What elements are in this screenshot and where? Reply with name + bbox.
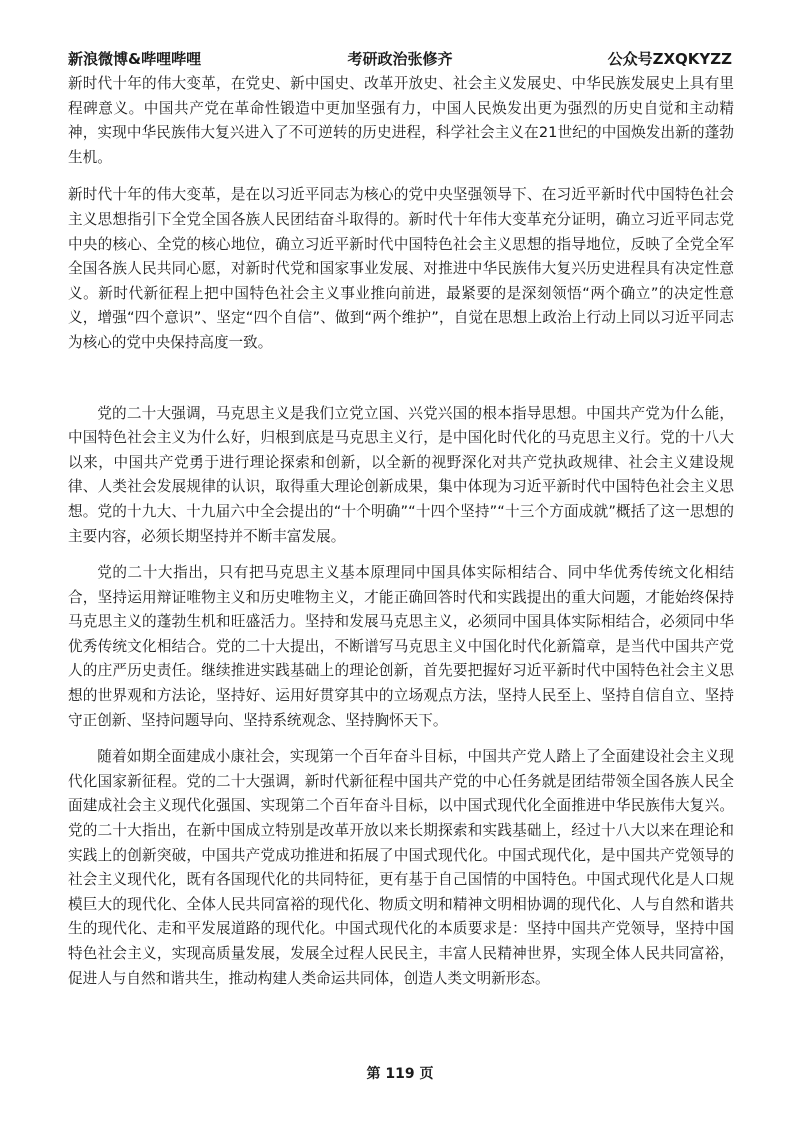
page-header (68, 47, 732, 71)
header-weibo-bilibili: 新浪微博&哔哩哔哩 (68, 50, 202, 68)
page-body (68, 72, 734, 991)
page-number: 第 119 页 (366, 1066, 434, 1082)
paragraph: 新时代十年的伟大变革，在党史、新中国史、改革开放史、社会主义发展史、中华民族发展史上具有里程碑意义。中国共产党在革命性锻造中更加坚强有力，中国人民焕发出更为强烈的历史自觉和主动精神，实现中华民族伟大复兴进入了不可逆转的历史进程，科学社会主义在21世纪的中国焕发出新的蓬勃生机。 (68, 75, 734, 166)
paragraph: 随着如期全面建成小康社会，实现第一个百年奋斗目标，中国共产党人踏上了全面建设社会主义现代化国家新征程。党的二十大强调，新时代新征程中国共产党的中心任务就是团结带领全国各族人民全面建成社会主义现代化强国、实现第二个百年奋斗目标，以中国式现代化全面推进中华民族伟大复兴。党的二十大指出，在新中国成立特别是改革开放以来长期探索和实践基础上，经过十八大以来在理论和实践上的创新突破，中国共产党成功推进和拓展了中国式现代化。中国式现代化，是中国共产党领导的社会主义现代化，既有各国现代化的共同特征，更有基于自己国情的中国特色。中国式现代化是人口规模巨大的现代化、全体人民共同富裕的现代化、物质文明和精神文明相协调的现代化、人与自然和谐共生的现代化、走和平发展道路的现代化。中国式现代化的本质要求是：坚持中国共产党领导，坚持中国特色社会主义，实现高质量发展，发展全过程人民民主，丰富人民精神世界，实现全体人民共同富裕，促进人与自然和谐共生，推动构建人类命运共同体，创造人类文明新形态。 (68, 748, 734, 987)
paragraph: 党的二十大指出，只有把马克思主义基本原理同中国具体实际相结合、同中华优秀传统文化相结合，坚持运用辩证唯物主义和历史唯物主义，才能正确回答时代和实践提出的重大问题，才能始终保持马克思主义的蓬勃生机和旺盛活力。坚持和发展马克思主义，必须同中国具体实际相结合，必须同中华优秀传统文化相结合。党的二十大提出，不断谱写马克思主义中国化时代化新篇章，是当代中国共产党人的庄严历史责任。继续推进实践基础上的理论创新，首先要把握好习近平新时代中国特色社会主义思想的世界观和方法论，坚持好、运用好贯穿其中的立场观点方法，坚持人民至上、坚持自信自立、坚持守正创新、坚持问题导向、坚持系统观念、坚持胸怀天下。 (68, 564, 734, 729)
header-author: 考研政治张修齐 (347, 50, 453, 68)
header-wechat-account: 公众号ZXQKYZZ (607, 50, 732, 68)
paragraph: 新时代十年的伟大变革，是在以习近平同志为核心的党中央坚强领导下、在习近平新时代中国特色社会主义思想指引下全党全国各族人民团结奋斗取得的。新时代十年伟大变革充分证明，确立习近平同志党中央的核心、全党的核心地位，确立习近平新时代中国特色社会主义思想的指导地位，反映了全党全军全国各族人民共同心愿，对新时代党和国家事业发展、对推进中华民族伟大复兴历史进程具有决定性意义。新时代新征程上把中国特色社会主义事业推向前进，最紧要的是深刻领悟“两个确立”的决定性意义，增强“四个意识”、坚定“四个自信”、做到“两个维护”，自觉在思想上政治上行动上同以习近平同志为核心的党中央保持高度一致。 (68, 186, 735, 351)
paragraph: 党的二十大强调，马克思主义是我们立党立国、兴党兴国的根本指导思想。中国共产党为什么能，中国特色社会主义为什么好，归根到底是马克思主义行，是中国化时代化的马克思主义行。党的十八大以来，中国共产党勇于进行理论探索和创新，以全新的视野深化对共产党执政规律、社会主义建设规律、人类社会发展规律的认识，取得重大理论创新成果，集中体现为习近平新时代中国特色社会主义思想。党的十九大、十九届六中全会提出的“十个明确”“十四个坚持”“十三个方面成就”概括了这一思想的主要内容，必须长期坚持并不断丰富发展。 (68, 404, 734, 545)
